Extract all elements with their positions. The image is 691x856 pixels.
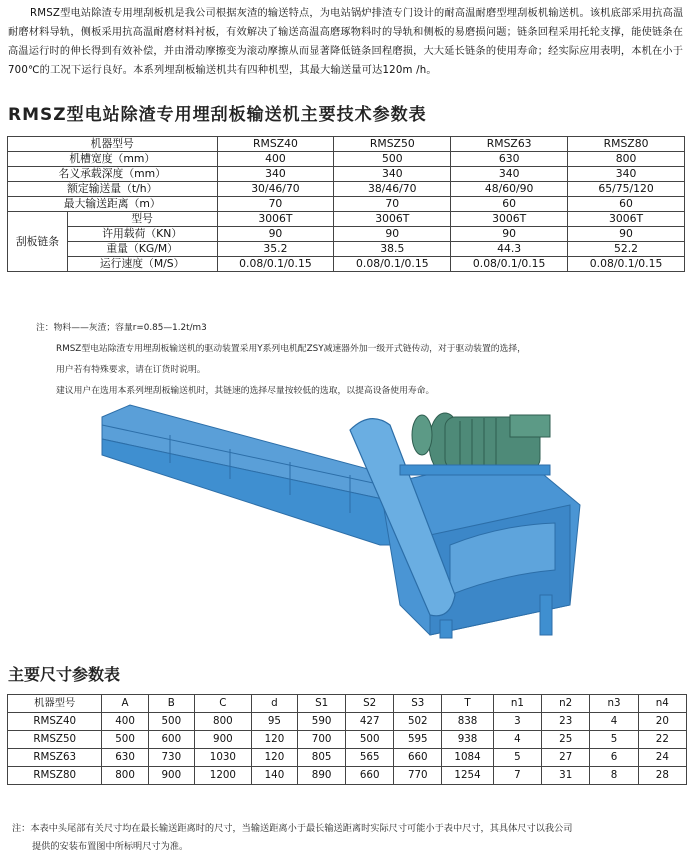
table-cell: 770 — [394, 767, 442, 785]
table-cell: 48/60/90 — [451, 182, 568, 197]
table-cell: 23 — [542, 713, 590, 731]
table-cell: 900 — [148, 767, 194, 785]
table-cell: 90 — [334, 227, 451, 242]
table-row — [8, 212, 685, 227]
column-header: A — [102, 695, 148, 713]
table-cell: 0.08/0.1/0.15 — [217, 257, 334, 272]
table-cell: 70 — [217, 197, 334, 212]
table-cell: 25 — [542, 731, 590, 749]
table-row — [8, 227, 685, 242]
table-cell: 500 — [102, 731, 148, 749]
table-cell: 22 — [638, 731, 686, 749]
model-label: 机器型号 — [8, 137, 218, 152]
row-label: 重量（KG/M） — [67, 242, 217, 257]
column-header: 机器型号 — [8, 695, 102, 713]
table-cell: 7 — [493, 767, 541, 785]
table-cell: 630 — [451, 152, 568, 167]
table-row — [8, 182, 685, 197]
table-row — [8, 242, 685, 257]
note-line: 注：物料——灰渣；容量r=0.85—1.2t/m3 — [36, 323, 207, 333]
table-cell: 730 — [148, 749, 194, 767]
table-cell: 24 — [638, 749, 686, 767]
column-header: B — [148, 695, 194, 713]
column-header: S2 — [346, 695, 394, 713]
table-cell: 340 — [568, 167, 685, 182]
chain-group-label: 刮板链条 — [8, 212, 68, 272]
table-cell: 5 — [493, 749, 541, 767]
table-cell: RMSZ80 — [568, 137, 685, 152]
table-cell: 800 — [568, 152, 685, 167]
row-label: 名义承载深度（mm） — [8, 167, 218, 182]
table-cell: 35.2 — [217, 242, 334, 257]
table-cell: 4 — [493, 731, 541, 749]
table-cell: 660 — [394, 749, 442, 767]
table-cell: 340 — [217, 167, 334, 182]
table-cell: 800 — [194, 713, 251, 731]
table-row — [8, 152, 685, 167]
table-cell: 800 — [102, 767, 148, 785]
table-cell: 120 — [251, 749, 297, 767]
table-cell: 700 — [298, 731, 346, 749]
table-cell: 0.08/0.1/0.15 — [451, 257, 568, 272]
table-cell: 90 — [217, 227, 334, 242]
note-line: RMSZ型电站除渣专用埋刮板输送机的驱动装置采用Y系列电机配ZSY减速器外加一级开式链传动，对于驱动装置的选择， — [56, 344, 526, 354]
table-cell: 340 — [451, 167, 568, 182]
table-cell: 140 — [251, 767, 297, 785]
table-cell: 3006T — [451, 212, 568, 227]
table-row — [8, 167, 685, 182]
column-header: T — [442, 695, 493, 713]
table-cell: 900 — [194, 731, 251, 749]
column-header: S1 — [298, 695, 346, 713]
table-cell: 340 — [334, 167, 451, 182]
table-row — [8, 749, 687, 767]
table-cell: 38/46/70 — [334, 182, 451, 197]
row-label: 许用载荷（KN） — [67, 227, 217, 242]
table-row — [8, 713, 687, 731]
table-cell: 630 — [102, 749, 148, 767]
table-cell: 590 — [298, 713, 346, 731]
table-cell: RMSZ63 — [451, 137, 568, 152]
table-row — [8, 197, 685, 212]
table2-title: 主要尺寸参数表 — [8, 665, 121, 684]
column-header: n2 — [542, 695, 590, 713]
row-label: 型号 — [67, 212, 217, 227]
table-cell: 1254 — [442, 767, 493, 785]
table-cell: 600 — [148, 731, 194, 749]
row-label: 运行速度（M/S） — [67, 257, 217, 272]
table-cell: 500 — [346, 731, 394, 749]
table-cell: RMSZ40 — [217, 137, 334, 152]
table-cell: 70 — [334, 197, 451, 212]
table-cell: 1200 — [194, 767, 251, 785]
table-cell: 65/75/120 — [568, 182, 685, 197]
table-cell: 90 — [451, 227, 568, 242]
table-cell: 400 — [217, 152, 334, 167]
table-cell: 20 — [638, 713, 686, 731]
row-label: 最大输送距离（m） — [8, 197, 218, 212]
column-header: S3 — [394, 695, 442, 713]
table-cell: 5 — [590, 731, 638, 749]
table-cell: 1084 — [442, 749, 493, 767]
table-cell: 28 — [638, 767, 686, 785]
note-line: 用户若有特殊要求，请在订货时说明。 — [56, 365, 206, 375]
table-cell: 838 — [442, 713, 493, 731]
table-cell: 805 — [298, 749, 346, 767]
table-cell: 890 — [298, 767, 346, 785]
table-row — [8, 257, 685, 272]
table-cell: 31 — [542, 767, 590, 785]
table-cell: 38.5 — [334, 242, 451, 257]
table-cell: RMSZ63 — [8, 749, 102, 767]
dimensions-table — [7, 694, 687, 785]
table-cell: 95 — [251, 713, 297, 731]
column-header: C — [194, 695, 251, 713]
table-cell: 90 — [568, 227, 685, 242]
table-cell: 500 — [148, 713, 194, 731]
table-cell: RMSZ50 — [8, 731, 102, 749]
table-row — [8, 731, 687, 749]
table-cell: 120 — [251, 731, 297, 749]
note-line: 建议用户在选用本系列埋刮板输送机时，其链速的选择尽量按较低的选取，以提高设备使用寿命。 — [56, 386, 435, 396]
table-cell: 27 — [542, 749, 590, 767]
table-cell: 60 — [451, 197, 568, 212]
table-cell: 1030 — [194, 749, 251, 767]
table-cell: RMSZ50 — [334, 137, 451, 152]
table-cell: 0.08/0.1/0.15 — [334, 257, 451, 272]
table-cell: 6 — [590, 749, 638, 767]
conveyor-machine-illustration — [100, 395, 600, 640]
table-cell: RMSZ80 — [8, 767, 102, 785]
row-label: 额定输送量（t/h） — [8, 182, 218, 197]
table-cell: 3006T — [334, 212, 451, 227]
table-cell: 938 — [442, 731, 493, 749]
table-cell: 500 — [334, 152, 451, 167]
table-cell: 8 — [590, 767, 638, 785]
table-row — [8, 137, 685, 152]
table-cell: 3 — [493, 713, 541, 731]
table-cell: 400 — [102, 713, 148, 731]
column-header: n1 — [493, 695, 541, 713]
column-header: n4 — [638, 695, 686, 713]
table-header-row — [8, 695, 687, 713]
table-cell: 44.3 — [451, 242, 568, 257]
table-cell: 3006T — [217, 212, 334, 227]
table-cell: 60 — [568, 197, 685, 212]
table-cell: RMSZ40 — [8, 713, 102, 731]
table-cell: 427 — [346, 713, 394, 731]
intro-paragraph: RMSZ型电站除渣专用埋刮板机是我公司根据灰渣的输送特点，为电站锅炉排渣专门设计的耐高温耐磨型埋刮板机输送机。该机底部采用抗高温耐磨材料导轨，侧板采用抗高温耐磨材料衬板，有效解决了输送高温高磨琢物料时的导轨和侧板的易磨损问题；链条回程采用托轮支撑，能使链条在高温运行时的伸长得到有效补偿，并由滑动摩擦变为滚动摩擦从而显著降低链条回程磨损，大大延长链条的使用寿命；经实际应用表明，本机在小于700℃的工况下运行良好。本系列埋刮板输送机共有四种机型，其最大输送量可达120m /h。 — [8, 8, 684, 76]
table-cell: 0.08/0.1/0.15 — [568, 257, 685, 272]
column-header: n3 — [590, 695, 638, 713]
table-row — [8, 767, 687, 785]
table-cell: 52.2 — [568, 242, 685, 257]
table1-title: RMSZ型电站除渣专用埋刮板输送机主要技术参数表 — [8, 105, 427, 125]
footnote — [12, 820, 572, 856]
table-cell: 660 — [346, 767, 394, 785]
row-label: 机槽宽度（mm） — [8, 152, 218, 167]
table-cell: 565 — [346, 749, 394, 767]
table-cell: 595 — [394, 731, 442, 749]
note-line: 注：本表中头尾部有关尺寸均在最长输送距离时的尺寸，当输送距离小于最长输送距离时实际尺寸可能小于表中尺寸，其具体尺寸以我公司 — [12, 823, 573, 834]
technical-parameters-table — [7, 136, 685, 272]
table-cell: 502 — [394, 713, 442, 731]
table-cell: 30/46/70 — [217, 182, 334, 197]
note-line: 提供的安装布置图中所标明尺寸为准。 — [32, 841, 189, 852]
table-cell: 4 — [590, 713, 638, 731]
column-header: d — [251, 695, 297, 713]
table-cell: 3006T — [568, 212, 685, 227]
notes-block — [36, 318, 526, 402]
